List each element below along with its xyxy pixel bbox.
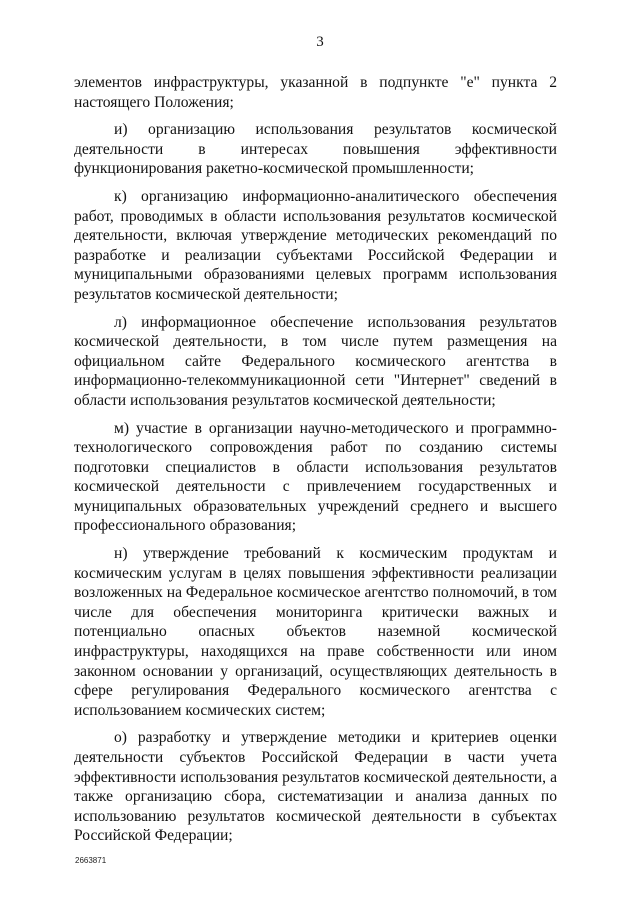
paragraph-item-n: н) утверждение требований к космическим продуктам и космическим услугам в целях повышения эффективности реализации возложенных на Федеральное космическое агентство полномочий, в том числе для обеспечения мониторинга критически важных и потенциально опасных объектов наземной космической инфраструктуры, находящихся на праве собственности или ином законном основании у организаций, осуществляющих деятельность в сфере регулирования Федерального космического агентства с использованием космических систем; bbox=[74, 545, 557, 719]
paragraph-item-l: л) информационное обеспечение использования результатов космической деятельности, в том числе путем размещения на официальном сайте Федерального космического агентства в информационно-телекоммуникационной сети "Интернет" сведений в области использования результатов космической деятельности; bbox=[74, 313, 557, 409]
paragraph-item-k: к) организацию информационно-аналитического обеспечения работ, проводимых в области использования результатов космической деятельности, включая утверждение методических рекомендаций по разработке и реализации субъектами Российской Федерации и муниципальными образованиями целевых программ использования результатов космической деятельности; bbox=[74, 187, 557, 303]
document-code: 2663871 bbox=[75, 856, 107, 865]
paragraph-item-i: и) организацию использования результатов космической деятельности в интересах повышения эффективности функционирования ракетно-космической промышленности; bbox=[74, 121, 557, 178]
paragraph-item-m: м) участие в организации научно-методического и программно-технологического сопровождения работ по созданию системы подготовки специалистов в области использования результатов космической деятельности с привлечением государственных и муниципальных образовательных учреждений среднего и высшего профессионального образования; bbox=[74, 419, 557, 535]
document-body bbox=[74, 73, 557, 854]
paragraph-continuation: элементов инфраструктуры, указанной в подпункте "е" пункта 2 настоящего Положения; bbox=[74, 74, 557, 111]
paragraph-item-o: о) разработку и утверждение методики и критериев оценки деятельности субъектов Российской Федерации в части учета эффективности использования результатов космической деятельности, а также организацию сбора, систематизации и анализа данных по использованию результатов космической деятельности в субъектах Российской Федерации; bbox=[74, 729, 557, 845]
page-number: 3 bbox=[316, 34, 324, 50]
